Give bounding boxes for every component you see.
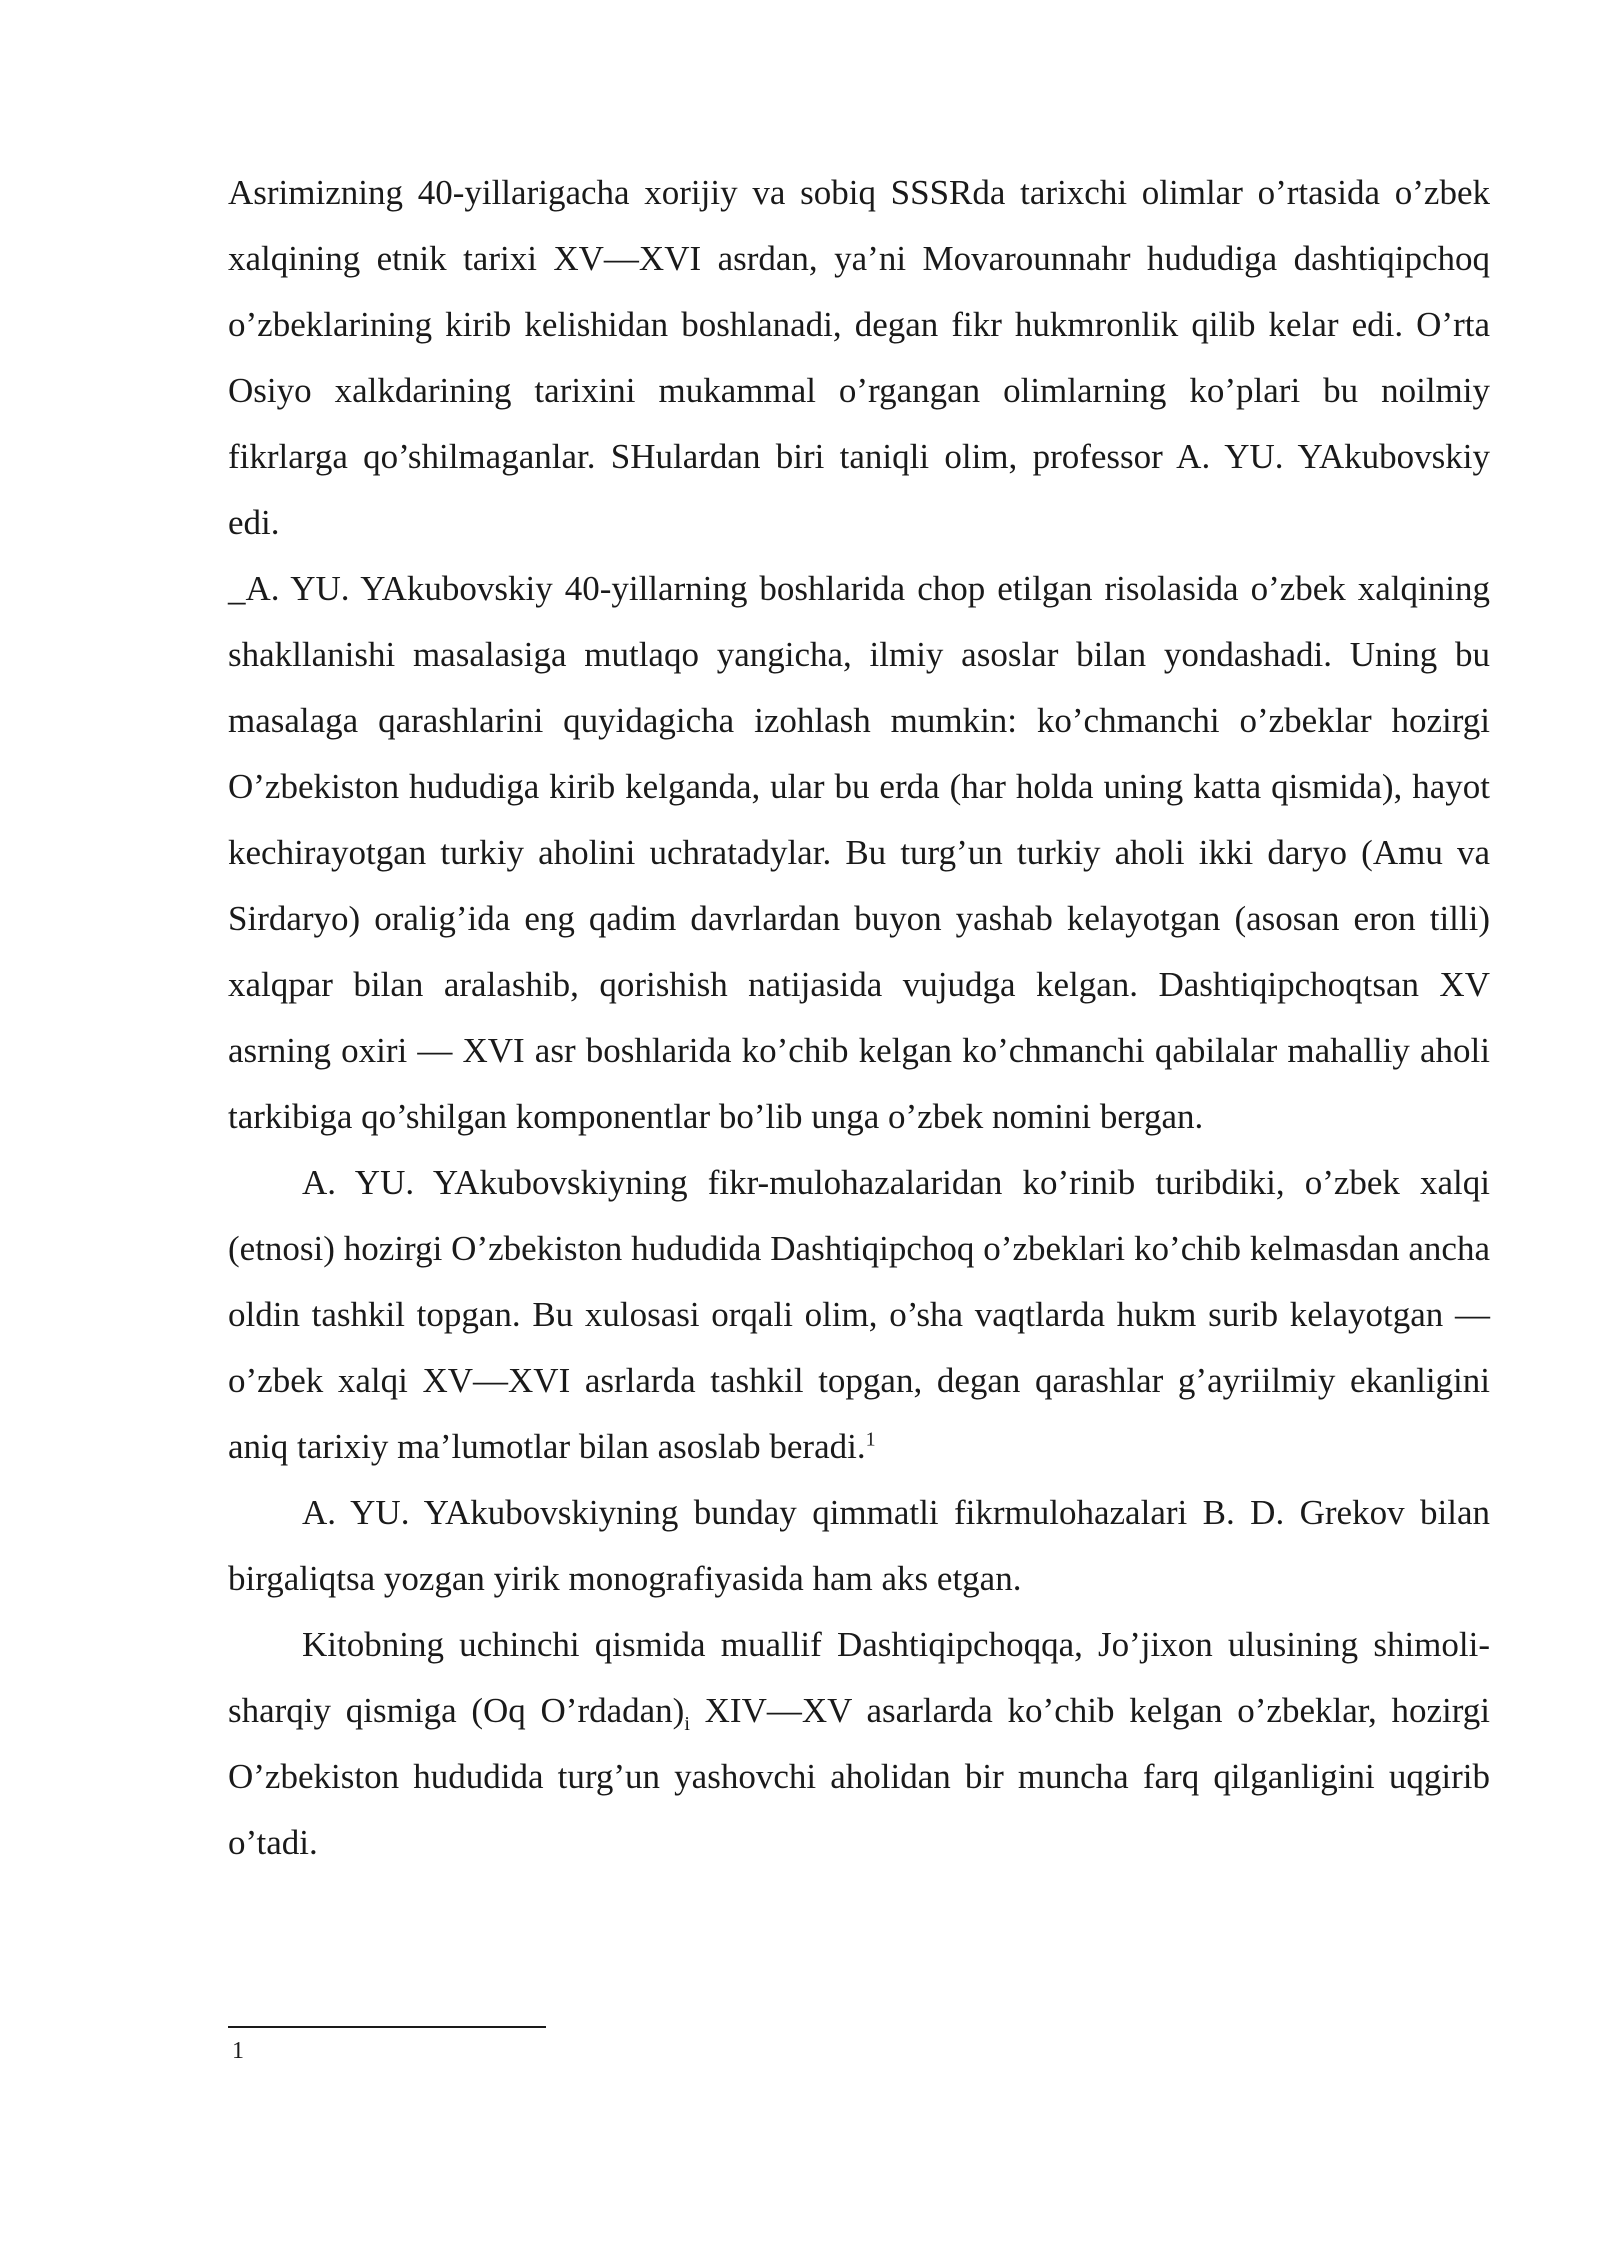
paragraph-5-subscript: i: [684, 1713, 690, 1735]
paragraph-1: [228, 160, 1490, 556]
paragraph-4: [228, 1480, 1490, 1612]
paragraph-5: [228, 1612, 1490, 1876]
paragraph-3-text: A. YU. YAkubovskiyning fikr-mulohazalaridan ko’rinib turibdiki, o’zbek xalqi (etnosi) hozirgi O’zbekiston hududida Dashtiqipchoq o’zbeklari ko’chib kelmasdan ancha oldin tashkil topgan. Bu xulosasi orqali olim, o’sha vaqtlarda hukm surib kelayotgan — o’zbek xalqi XV—XVI asrlarda tashkil topgan, degan qarashlar g’ayriilmiy ekanligini aniq tarixiy ma’lumotlar bilan asoslab beradi.: [228, 1163, 1490, 1466]
document-body: [228, 160, 1490, 1876]
footnote: [232, 2036, 244, 2066]
footnote-reference[interactable]: 1: [865, 1428, 876, 1451]
paragraph-3: [228, 1150, 1490, 1480]
paragraph-4-text: A. YU. YAkubovskiyning bunday qimmatli fikrmulohazalari B. D. Grekov bilan birgaliqtsa yozgan yirik monografiyasida ham aks etgan.: [228, 1493, 1490, 1598]
paragraph-2-text: _A. YU. YAkubovskiy 40-yillarning boshlarida chop etilgan risolasida o’zbek xalqining shakllanishi masalasiga mutlaqo yangicha, ilmiy asoslar bilan yondashadi. Uning bu masalaga qarashlarini quyidagicha izohlash mumkin: ko’chmanchi o’zbeklar hozirgi O’zbekiston hududiga kirib kelganda, ular bu erda (har holda uning katta qismida), hayot kechirayotgan turkiy aholini uchratadylar. Bu turg’un turkiy aholi ikki daryo (Amu va Sirdaryo) oralig’ida eng qadim davrlardan buyon yashab kelayotgan (asosan eron tilli) xalqpar bilan aralashib, qorishish natijasida vujudga kelgan. Dashtiqipchoqtsan XV asrning oxiri — XVI asr boshlarida ko’chib kelgan ko’chmanchi qabilalar mahalliy aholi tarkibiga qo’shilgan komponentlar bo’lib unga o’zbek nomini bergan.: [228, 569, 1490, 1136]
footnote-number: 1: [232, 2038, 244, 2064]
paragraph-5-text-start: Kitobning uchinchi qismida muallif Dashtiqipchoqqa, Jo’jixon ulusining shimoli-sharqiy qismiga (Oq O’rdadan): [228, 1625, 1490, 1730]
paragraph-2: [228, 556, 1490, 1150]
footnote-separator: [228, 2026, 546, 2028]
paragraph-5-text-end: XIV—XV asarlarda ko’chib kelgan o’zbeklar, hozirgi O’zbekiston hududida turg’un yashovchi aholidan bir muncha farq qilganligini uqgirib o’tadi.: [228, 1691, 1490, 1862]
paragraph-1-text: Asrimizning 40-yillarigacha xorijiy va sobiq SSSRda tarixchi olimlar o’rtasida o’zbek xalqining etnik tarixi XV—XVI asrdan, ya’ni Movarounnahr hududiga dashtiqipchoq o’zbeklarining kirib kelishidan boshlanadi, degan fikr hukmronlik qilib kelar edi. O’rta Osiyo xalkdarining tarixini mukammal o’rgangan olimlarning ko’plari bu noilmiy fikrlarga qo’shilmaganlar. SHulardan biri taniqli olim, professor A. YU. YAkubovskiy edi.: [228, 173, 1490, 542]
